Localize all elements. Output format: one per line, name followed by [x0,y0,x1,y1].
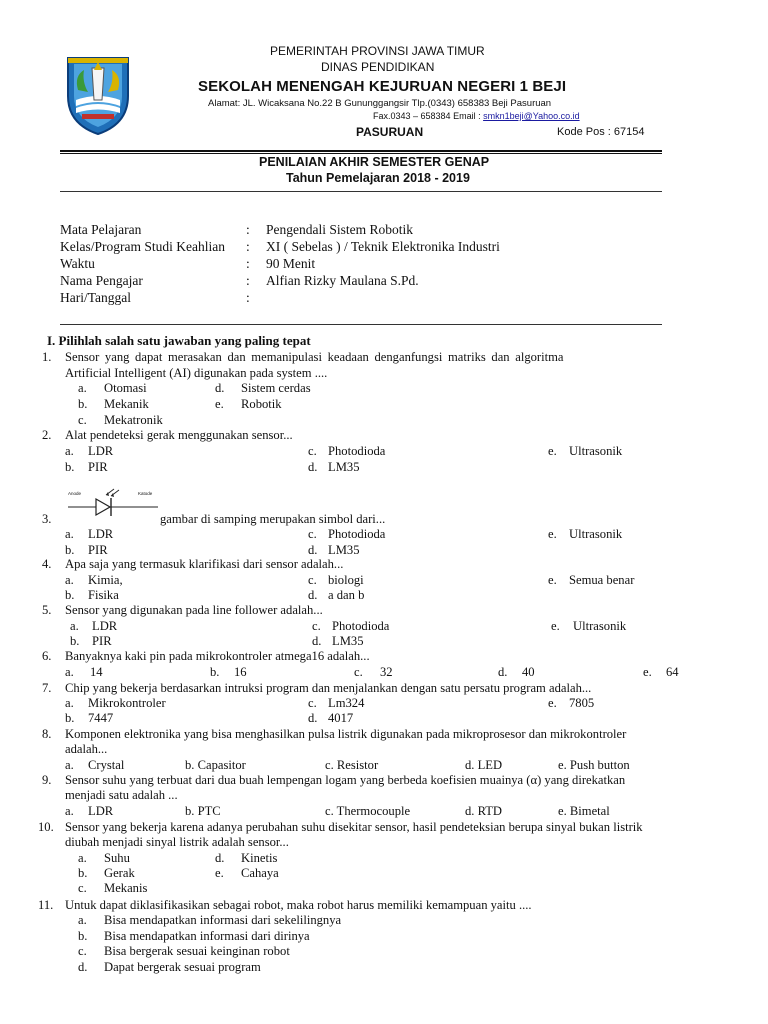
header-divider-thin [60,153,662,154]
header-department: DINAS PENDIDIKAN [321,60,435,74]
option-text: PIR [88,543,108,557]
info-value: Pengendali Sistem Robotik [266,222,413,237]
option-text: LDR [88,527,114,541]
option-letter: b. [70,634,80,648]
question-text: menjadi satu adalah ... [65,788,178,802]
option-letter: e. [548,444,557,458]
question-text: Sensor yang dapat merasakan dan memanipulasi keadaan denganfungsi matriks dan algoritma [65,350,564,364]
question-text: Artificial Intelligent (AI) digunakan pada system .... [65,366,328,380]
info-colon: : [246,290,250,305]
option-letter: a. [65,696,74,710]
title-divider [60,191,662,192]
option-letter: a. [65,804,74,818]
option-text: d. LED [465,758,503,772]
anode-label: Anode [68,491,82,496]
info-label: Mata Pelajaran [60,222,142,237]
option-text: Bisa mendapatkan informasi dari sekelilingnya [104,913,342,927]
option-text: Bisa bergerak sesuai keinginan robot [104,944,290,958]
info-divider [60,324,662,325]
question-number: 3. [42,512,52,526]
question-text: Untuk dapat diklasifikasikan sebagai robot, maka robot harus memiliki kemampuan yaitu .... [65,898,532,912]
option-letter: c. [308,527,317,541]
option-text: 64 [666,665,679,679]
question-text: diubah menjadi sinyal listrik adalah sensor... [65,835,289,849]
option-text: 14 [90,665,103,679]
option-letter: c. [78,881,87,895]
header-email-link[interactable]: smkn1beji@Yahoo.co.id [483,111,580,121]
option-text: Bisa mendapatkan informasi dari dirinya [104,929,310,943]
option-text: Ultrasonik [569,527,623,541]
option-letter: b. [78,866,88,880]
exam-title: PENILAIAN AKHIR SEMESTER GENAP [259,155,490,169]
question-number: 1. [42,350,52,364]
option-letter: a. [65,573,74,587]
option-letter: a. [65,665,74,679]
option-text: LM35 [328,460,360,474]
question-number: 4. [42,557,52,571]
option-text: Suhu [104,851,130,865]
option-letter: b. [65,543,75,557]
option-text: Ultrasonik [569,444,623,458]
option-text: Kimia, [88,573,123,587]
info-label: Nama Pengajar [60,273,143,288]
option-text: 7447 [88,711,114,725]
question-number: 7. [42,681,52,695]
option-text: PIR [92,634,112,648]
option-text: 7805 [569,696,595,710]
option-letter: c. [308,696,317,710]
option-text: 16 [234,665,247,679]
option-text: PIR [88,460,108,474]
option-text: LM35 [332,634,364,648]
option-letter: c. [78,413,87,427]
option-letter: a. [65,444,74,458]
option-letter: e. [548,573,557,587]
option-text: LM35 [328,543,360,557]
info-colon: : [246,273,250,288]
option-text: b. PTC [185,804,221,818]
option-letter: b. [210,665,220,679]
option-text: c. Resistor [325,758,379,772]
option-letter: c. [78,944,87,958]
header-city: PASURUAN [356,125,424,139]
option-text: e. Push button [558,758,630,772]
header-address: Alamat: JL. Wicaksana No.22 B Gununggangsir Tlp.(0343) 658383 Beji Pasuruan [208,98,552,109]
question-text: Sensor suhu yang terbuat dari dua buah lempengan logam yang berbeda koefisien muainya (α) yang direkatkan [65,773,626,787]
option-text: a dan b [328,588,365,602]
option-letter: e. [548,696,557,710]
section-title: I. Pilihlah salah satu jawaban yang paling tepat [47,333,311,348]
option-letter: d. [78,960,88,974]
option-letter: d. [215,381,225,395]
option-letter: a. [78,913,87,927]
header-government: PEMERINTAH PROVINSI JAWA TIMUR [270,44,485,58]
question-text: Komponen elektronika yang bisa menghasilkan pulsa listrik digunakan pada mikroprosesor dan mikrokontroler [65,727,627,741]
question-text: Chip yang bekerja berdasarkan intruksi program dan menjalankan dengan satu persatu program adalah... [65,681,592,695]
option-text: c. Thermocouple [325,804,411,818]
info-colon: : [246,222,250,237]
option-letter: c. [308,444,317,458]
header-divider [60,150,662,152]
info-value: Alfian Rizky Maulana S.Pd. [266,273,419,288]
question-number: 10. [38,820,54,834]
katode-label: Katode [138,491,153,496]
info-value: 90 Menit [266,256,316,271]
option-text: Photodioda [332,619,390,633]
option-text: Sistem cerdas [241,381,311,395]
option-letter: a. [78,381,87,395]
option-letter: a. [78,851,87,865]
option-text: Dapat bergerak sesuai program [104,960,261,974]
question-text: Sensor yang digunakan pada line follower adalah... [65,603,323,617]
question-text: Banyaknya kaki pin pada mikrokontroler atmega16 adalah... [65,649,370,663]
option-text: Gerak [104,866,135,880]
info-colon: : [246,256,250,271]
option-letter: b. [65,588,75,602]
option-text: Photodioda [328,444,386,458]
question-text: gambar di samping merupakan simbol dari... [160,512,386,526]
option-letter: c. [308,573,317,587]
option-text: Photodioda [328,527,386,541]
photodiode-symbol [68,487,158,517]
header-contact [373,111,580,121]
question-number: 6. [42,649,52,663]
option-letter: e. [215,397,224,411]
option-letter: b. [78,397,88,411]
option-letter: e. [215,866,224,880]
option-letter: a. [65,758,74,772]
info-label: Kelas/Program Studi Keahlian [60,239,225,254]
option-text: Mekanik [104,397,149,411]
question-text: Apa saja yang termasuk klarifikasi dari sensor adalah... [65,557,344,571]
option-text: LDR [88,444,114,458]
option-text: b. Capasitor [185,758,246,772]
option-letter: d. [308,711,318,725]
option-text: Crystal [88,758,125,772]
option-text: Ultrasonik [573,619,627,633]
option-letter: d. [312,634,322,648]
option-letter: c. [312,619,321,633]
option-text: d. RTD [465,804,503,818]
option-text: 32 [380,665,393,679]
question-number: 8. [42,727,52,741]
option-text: 4017 [328,711,354,725]
option-text: 40 [522,665,535,679]
header-school-name: SEKOLAH MENENGAH KEJURUAN NEGERI 1 BEJI [198,78,567,95]
question-number: 2. [42,428,52,442]
option-text: Mekanis [104,881,148,895]
option-letter: d. [308,460,318,474]
option-text: LDR [92,619,118,633]
question-text: Alat pendeteksi gerak menggunakan sensor... [65,428,293,442]
option-letter: b. [65,711,75,725]
option-letter: b. [65,460,75,474]
question-text: adalah... [65,742,108,756]
option-letter: b. [78,929,88,943]
option-text: Kinetis [241,851,278,865]
option-text: Fisika [88,588,119,602]
option-letter: e. [643,665,652,679]
question-number: 9. [42,773,52,787]
option-letter: e. [548,527,557,541]
option-letter: d. [308,588,318,602]
option-letter: d. [215,851,225,865]
option-text: Mekatronik [104,413,163,427]
exam-year: Tahun Pemelajaran 2018 - 2019 [286,171,470,185]
option-letter: d. [308,543,318,557]
east-java-crest-icon [62,50,134,136]
info-label: Waktu [60,256,95,271]
option-letter: d. [498,665,508,679]
header-postcode: Kode Pos : 67154 [557,126,645,138]
option-text: biologi [328,573,364,587]
option-text: Robotik [241,397,282,411]
option-letter: a. [65,527,74,541]
info-label: Hari/Tanggal [60,290,132,305]
option-text: Lm324 [328,696,365,710]
option-text: Otomasi [104,381,147,395]
question-number: 11. [38,898,54,912]
option-text: LDR [88,804,114,818]
option-letter: a. [70,619,79,633]
question-number: 5. [42,603,52,617]
info-value: XI ( Sebelas ) / Teknik Elektronika Industri [266,239,500,254]
info-colon: : [246,239,250,254]
header-fax: Fax.0343 – 658384 Email : [373,111,484,121]
option-text: e. Bimetal [558,804,610,818]
question-text: Sensor yang bekerja karena adanya perubahan suhu disekitar sensor, hasil pendeteksian berupa sinyal bukan listrik [65,820,643,834]
option-text: Cahaya [241,866,279,880]
option-text: Mikrokontroler [88,696,166,710]
option-text: Semua benar [569,573,635,587]
option-letter: c. [354,665,363,679]
option-letter: e. [551,619,560,633]
